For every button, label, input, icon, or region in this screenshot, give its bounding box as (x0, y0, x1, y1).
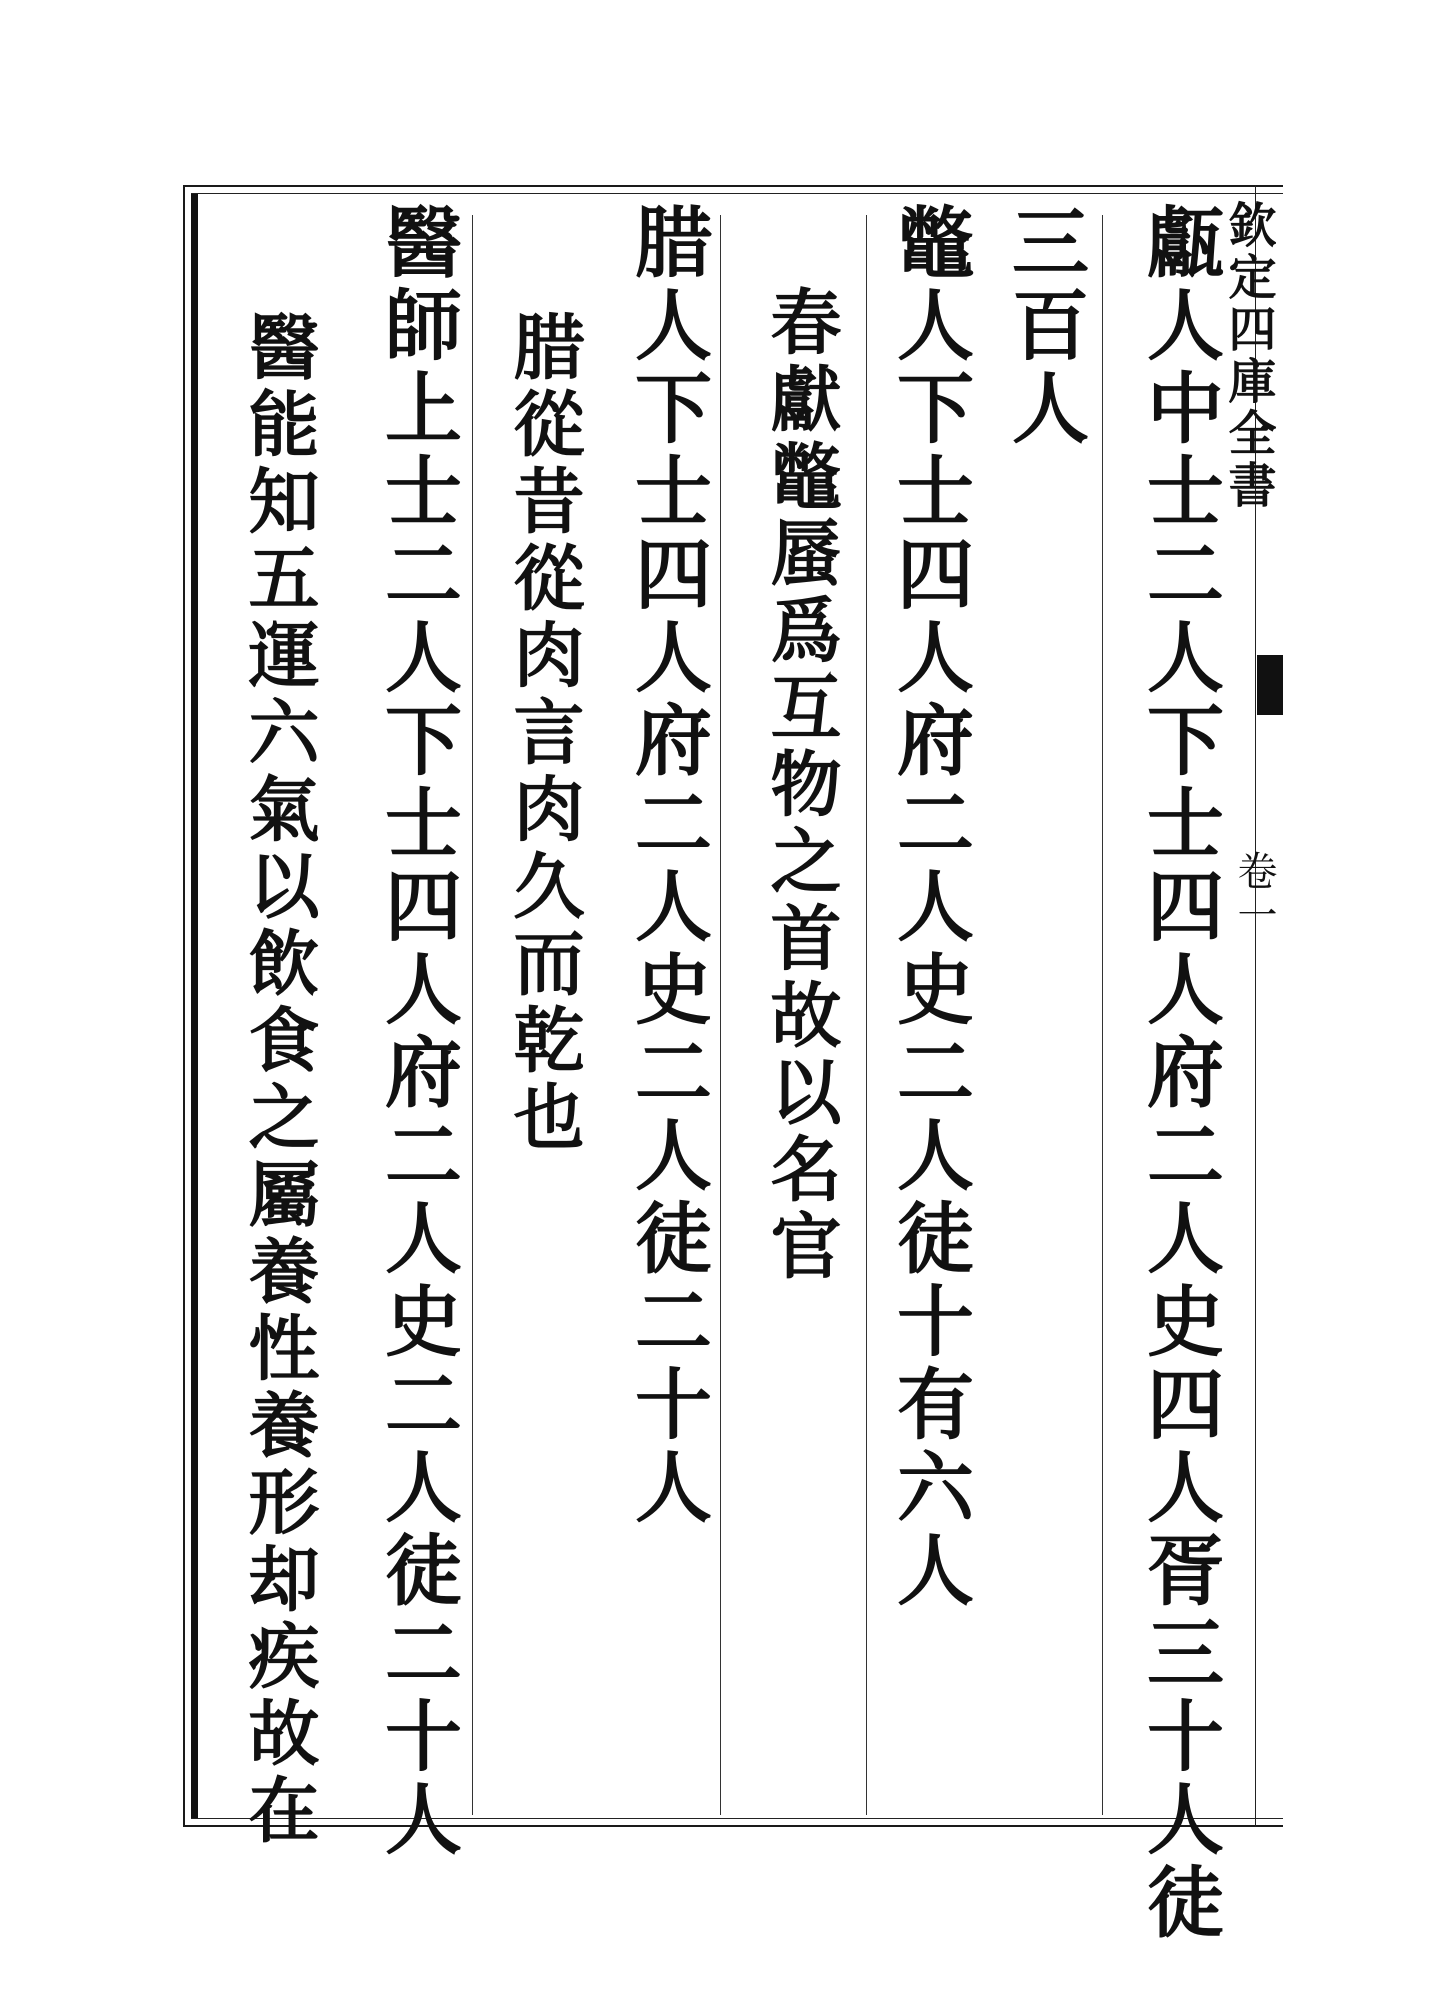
column-rule (472, 215, 473, 1815)
commentary-column-3: 醫能知五運六氣以飲食之屬養性養形却疾故在 (237, 310, 321, 1850)
text-column-3: 鼈人下士四人府二人史二人徒十有六人 (884, 202, 974, 1613)
text-column-5: 醫師上士二人下士四人府二人史二人徒二十人 (372, 202, 462, 1862)
column-rule (720, 215, 721, 1815)
page-border (183, 185, 1283, 1827)
text-column-1: 甗人中士二人下士四人府二人史四人胥三十人徒 (1134, 202, 1224, 1945)
book-title: 欽定四庫全書 (1220, 200, 1276, 512)
column-rule (1102, 215, 1103, 1815)
commentary-column-2: 腊從昔從肉言肉久而乾也 (502, 310, 586, 1157)
text-column-2: 三百人 (999, 202, 1089, 451)
volume-label: 卷一 (1231, 850, 1277, 938)
column-rule (866, 215, 867, 1815)
text-column-4: 腊人下士四人府二人史二人徒二十人 (622, 202, 712, 1530)
commentary-column-1: 春獻鼈蜃爲互物之首故以名官 (759, 285, 843, 1286)
fishtail-mark (1257, 655, 1283, 715)
